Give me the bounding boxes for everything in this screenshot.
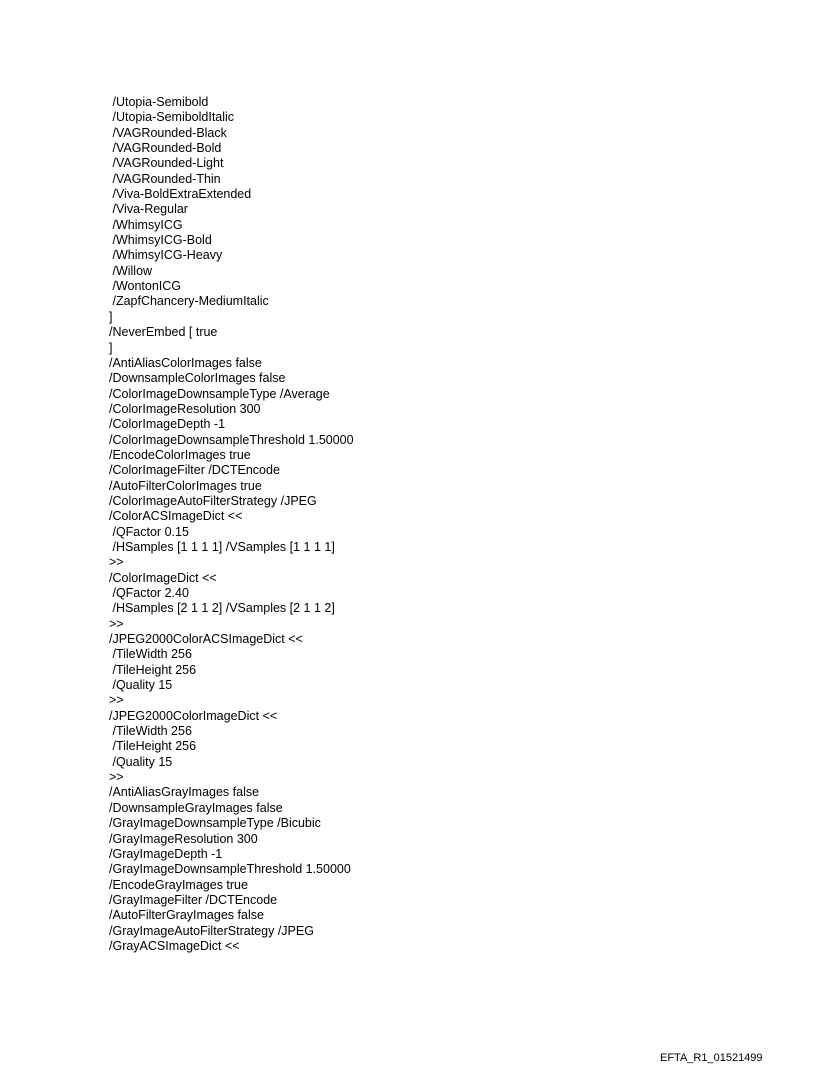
text-line: /ColorImageDict <<: [109, 570, 217, 585]
text-line: /VAGRounded-Bold: [109, 141, 222, 156]
text-line: /AntiAliasColorImages false: [109, 355, 262, 370]
text-line: /QFactor 0.15: [109, 524, 189, 539]
document-id-footer: EFTA_R1_01521499: [660, 1052, 763, 1064]
text-line: /ColorImageFilter /DCTEncode: [109, 463, 280, 478]
text-line: /QFactor 2.40: [109, 586, 189, 600]
text-line: /TileHeight 256: [109, 739, 197, 754]
text-line: /Quality 15: [109, 754, 173, 769]
text-line: /AntiAliasGrayImages false: [109, 785, 260, 800]
text-line: /GrayImageDownsampleType /Bicubic: [109, 816, 321, 831]
text-line: /AutoFilterColorImages true: [109, 478, 262, 493]
text-line: ]: [109, 309, 113, 324]
text-line: /Willow: [109, 263, 153, 278]
text-line: ]: [109, 340, 113, 355]
text-line: /HSamples [2 1 1 2] /VSamples [2 1 1 2]: [109, 601, 335, 616]
text-line: /ZapfChancery-MediumItalic: [109, 294, 269, 309]
text-line: /TileHeight 256: [109, 662, 197, 677]
text-line: /VAGRounded-Light: [109, 156, 224, 171]
text-line: /JPEG2000ColorACSImageDict <<: [109, 632, 303, 647]
text-line: /VAGRounded-Thin: [109, 171, 221, 186]
text-line: /GrayImageFilter /DCTEncode: [109, 892, 278, 907]
text-line: /TileWidth 256: [109, 647, 192, 662]
text-line: /ColorImageResolution 300: [109, 401, 261, 416]
text-line: /DownsampleColorImages false: [109, 371, 286, 386]
text-line: /Utopia-Semibold: [109, 95, 209, 109]
text-line: /WontonICG: [109, 279, 182, 294]
text-line: /VAGRounded-Black: [109, 125, 227, 140]
text-line: /WhimsyICG: [109, 217, 183, 232]
text-line: >>: [109, 616, 124, 631]
text-line: /DownsampleGrayImages false: [109, 800, 283, 815]
text-line: /GrayImageAutoFilterStrategy /JPEG: [109, 923, 314, 938]
text-line: /AutoFilterGrayImages false: [109, 908, 264, 923]
document-body: [109, 95, 709, 954]
text-line: /WhimsyICG-Heavy: [109, 248, 223, 263]
text-line: /Utopia-SemiboldItalic: [109, 110, 235, 125]
text-line: /TileWidth 256: [109, 724, 192, 739]
text-line: /HSamples [1 1 1 1] /VSamples [1 1 1 1]: [109, 539, 335, 554]
text-line: /GrayACSImageDict <<: [109, 938, 240, 953]
text-line: /GrayImageDownsampleThreshold 1.50000: [109, 862, 351, 877]
text-line: /GrayImageResolution 300: [109, 831, 258, 846]
text-line: /EncodeColorImages true: [109, 447, 251, 462]
text-line: /Quality 15: [109, 678, 173, 693]
text-line: >>: [109, 770, 124, 785]
text-line: /ColorACSImageDict <<: [109, 509, 243, 524]
text-line: >>: [109, 555, 124, 570]
text-line: >>: [109, 693, 124, 708]
text-line: /EncodeGrayImages true: [109, 877, 248, 892]
text-line: /JPEG2000ColorImageDict <<: [109, 708, 278, 723]
text-line: /NeverEmbed [ true: [109, 325, 218, 340]
text-line: /ColorImageDownsampleType /Average: [109, 386, 330, 401]
text-line: /Viva-BoldExtraExtended: [109, 187, 252, 202]
text-line: /Viva-Regular: [109, 202, 188, 217]
text-line: /ColorImageDepth -1: [109, 417, 226, 432]
text-line: /ColorImageDownsampleThreshold 1.50000: [109, 432, 354, 447]
text-line: /WhimsyICG-Bold: [109, 233, 212, 248]
text-line: /GrayImageDepth -1: [109, 846, 223, 861]
text-line: /ColorImageAutoFilterStrategy /JPEG: [109, 493, 317, 508]
